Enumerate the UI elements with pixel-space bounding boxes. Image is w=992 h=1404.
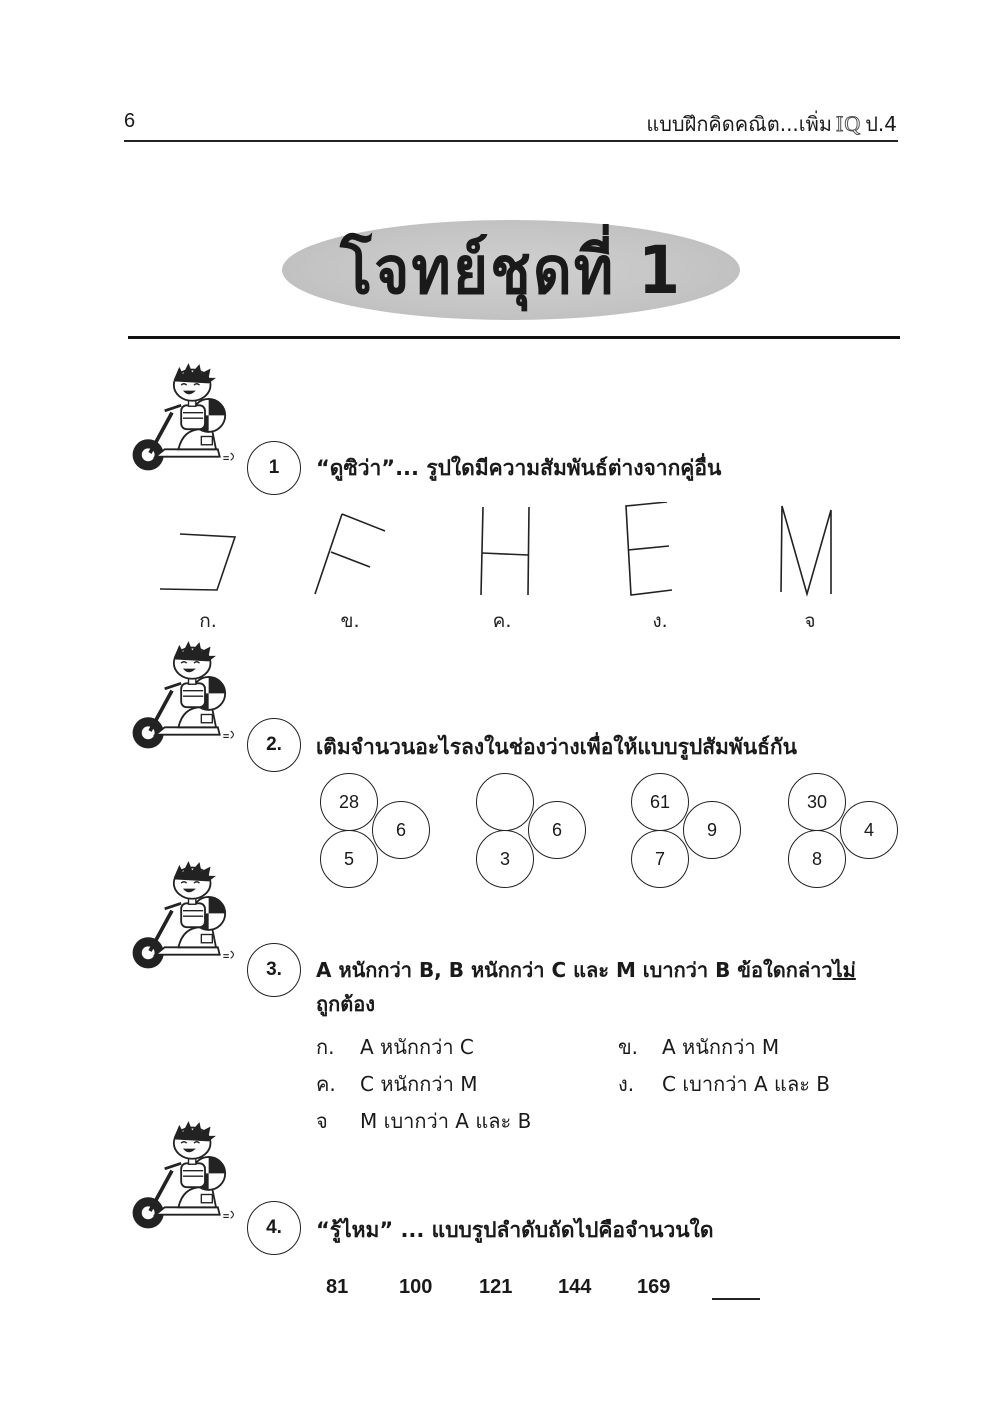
- circle-bottom: 5: [320, 830, 378, 888]
- circle-top: 30: [788, 773, 846, 831]
- sequence-number: 100: [399, 1276, 433, 1298]
- page-number: 6: [124, 110, 136, 132]
- header-divider: [124, 140, 898, 142]
- circle-bottom: 3: [476, 830, 534, 888]
- boy-on-scooter-icon: [128, 858, 238, 978]
- question-number-badge: 3.: [247, 943, 301, 997]
- shape-label: ค.: [492, 610, 512, 632]
- circle-right: 6: [528, 801, 586, 859]
- sequence-number: 144: [558, 1276, 592, 1298]
- choice-e[interactable]: [316, 1105, 531, 1137]
- choice-label: ค.: [316, 1072, 336, 1096]
- choice-label: ข.: [618, 1035, 639, 1059]
- circle-bottom: 7: [631, 830, 689, 888]
- letter-f-shape-icon: [315, 514, 385, 594]
- circle-top: 61: [631, 773, 689, 831]
- boy-on-scooter-icon: [128, 638, 238, 758]
- boy-on-scooter-icon: [128, 360, 238, 480]
- choice-text: C หนักกว่า M: [360, 1072, 478, 1096]
- exercise-set-banner: [282, 220, 740, 320]
- question-number-badge: 4.: [247, 1201, 301, 1255]
- choice-label: จ: [316, 1109, 328, 1133]
- choice-label: ก.: [316, 1035, 335, 1059]
- circle-top-blank[interactable]: [476, 773, 534, 831]
- sequence-number: 169: [637, 1276, 671, 1298]
- book-title-prefix: แบบฝึกคิดคณิต...เพิ่ม: [646, 112, 832, 136]
- circle-right: 6: [372, 801, 430, 859]
- choice-b[interactable]: [618, 1031, 779, 1063]
- circle-top: 28: [320, 773, 378, 831]
- choice-text: A หนักกว่า M: [662, 1035, 780, 1059]
- shape-label: ง.: [652, 610, 668, 632]
- question-3-line2: ถูกต้อง: [316, 992, 375, 1016]
- choice-text: M เบากว่า A และ B: [360, 1109, 532, 1133]
- circle-right: 4: [840, 801, 898, 859]
- banner-title: โจทย์ชุดที่ 1: [340, 232, 682, 310]
- shape-label: จ: [804, 610, 816, 632]
- question-2-text: เติมจำนวนอะไรลงในช่องว่างเพื่อให้แบบรูปสัมพันธ์กัน: [316, 735, 797, 759]
- circle-group: [476, 773, 596, 893]
- question-3-line1: A หนักกว่า B, B หนักกว่า C และ M เบากว่า B ข้อใดกล่าว: [316, 958, 833, 982]
- question-1-text: “ดูซิว่า”... รูปใดมีความสัมพันธ์ต่างจากคู่อื่น: [316, 456, 722, 480]
- choice-c[interactable]: [316, 1068, 477, 1100]
- choice-text: A หนักกว่า C: [360, 1035, 474, 1059]
- choice-label: ง.: [618, 1072, 635, 1096]
- circle-group: [788, 773, 908, 893]
- letter-m-shape-icon: [781, 506, 831, 594]
- book-title: [646, 108, 897, 140]
- circle-group: [320, 773, 440, 893]
- question-4-text: “รู้ไหม” ... แบบรูปลำดับถัดไปคือจำนวนใด: [316, 1218, 714, 1242]
- shape-label: ก.: [199, 610, 217, 632]
- letter-e-shape-icon: [626, 502, 672, 595]
- iq-badge: IQ: [836, 111, 862, 136]
- answer-blank[interactable]: [712, 1298, 760, 1300]
- section-divider: [128, 336, 900, 339]
- circle-group: [631, 773, 751, 893]
- shape-figures: [145, 502, 875, 602]
- backwards-c-shape-icon: [160, 534, 235, 590]
- shape-label: ข.: [340, 610, 360, 632]
- sequence-number: 121: [479, 1276, 513, 1298]
- choice-text: C เบากว่า A และ B: [662, 1072, 831, 1096]
- letter-h-shape-icon: [481, 507, 529, 595]
- boy-on-scooter-icon: [128, 1118, 238, 1238]
- book-title-suffix: ป.4: [865, 112, 897, 136]
- question-3-text: [316, 953, 906, 1021]
- circle-right: 9: [683, 801, 741, 859]
- choice-d[interactable]: [618, 1068, 830, 1100]
- choice-a[interactable]: [316, 1031, 474, 1063]
- question-number-badge: 1: [247, 441, 301, 495]
- sequence-number: 81: [326, 1276, 349, 1298]
- question-number-badge: 2.: [247, 718, 301, 772]
- circle-bottom: 8: [788, 830, 846, 888]
- emphasis-not: ไม่: [832, 958, 856, 982]
